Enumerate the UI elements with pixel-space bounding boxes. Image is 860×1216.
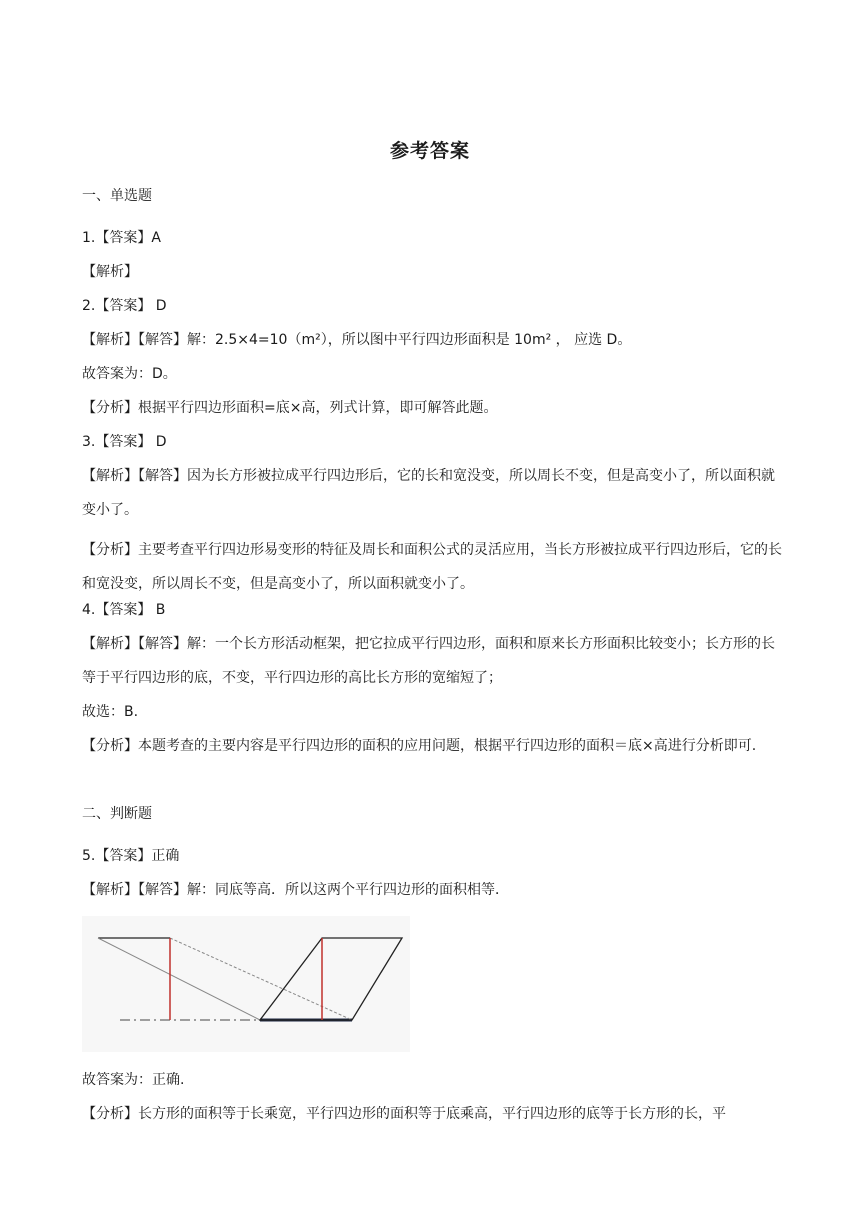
q4-answer: 4.【答案】 B	[82, 602, 166, 618]
q2-note: 【分析】根据平行四边形面积=底×高，列式计算，即可解答此题。	[82, 400, 498, 416]
q1-analysis: 【解析】	[82, 264, 138, 280]
q2-answer: 2.【答案】 D	[82, 298, 167, 314]
q2-result: 故答案为：D。	[82, 366, 177, 382]
q2-analysis: 【解析】【解答】解：2.5×4=10（m²），所以图中平行四边形面积是 10m² ， 应选 D。	[82, 332, 632, 348]
q5-answer: 5.【答案】正确	[82, 848, 180, 864]
q3-analysis: 【解析】【解答】因为长方形被拉成平行四边形后，它的长和宽没变，所以周长不变，但是高变小了，所以面积就变小了。	[82, 468, 775, 518]
q4-result: 故选：B.	[82, 704, 139, 720]
q4-note: 【分析】本题考查的主要内容是平行四边形的面积的应用问题，根据平行四边形的面积＝底×高进行分析即可.	[82, 738, 757, 754]
figure-background	[82, 916, 410, 1052]
q4-analysis: 【解析】【解答】解：一个长方形活动框架，把它拉成平行四边形，面积和原来长方形面积比较变小；长方形的长等于平行四边形的底，不变，平行四边形的高比长方形的宽缩短了；	[82, 636, 775, 686]
page-title: 参考答案	[389, 140, 470, 162]
q5-analysis: 【解析】【解答】解：同底等高．所以这两个平行四边形的面积相等．	[82, 882, 509, 898]
q5-result: 故答案为：正确.	[82, 1072, 185, 1088]
section-heading-single-choice: 一、单选题	[82, 188, 152, 204]
q3-note: 【分析】主要考查平行四边形易变形的特征及周长和面积公式的灵活应用，当长方形被拉成平行四边形后，它的长和宽没变，所以周长不变，但是高变小了，所以面积就变小了。	[82, 542, 782, 592]
parallelogram-figure	[82, 916, 410, 1052]
q3-answer: 3.【答案】 D	[82, 434, 167, 450]
q1-answer: 1.【答案】A	[82, 230, 161, 246]
q5-note: 【分析】长方形的面积等于长乘宽，平行四边形的面积等于底乘高，平行四边形的底等于长方形的长，平	[82, 1106, 726, 1122]
section-heading-true-false: 二、判断题	[82, 806, 152, 822]
